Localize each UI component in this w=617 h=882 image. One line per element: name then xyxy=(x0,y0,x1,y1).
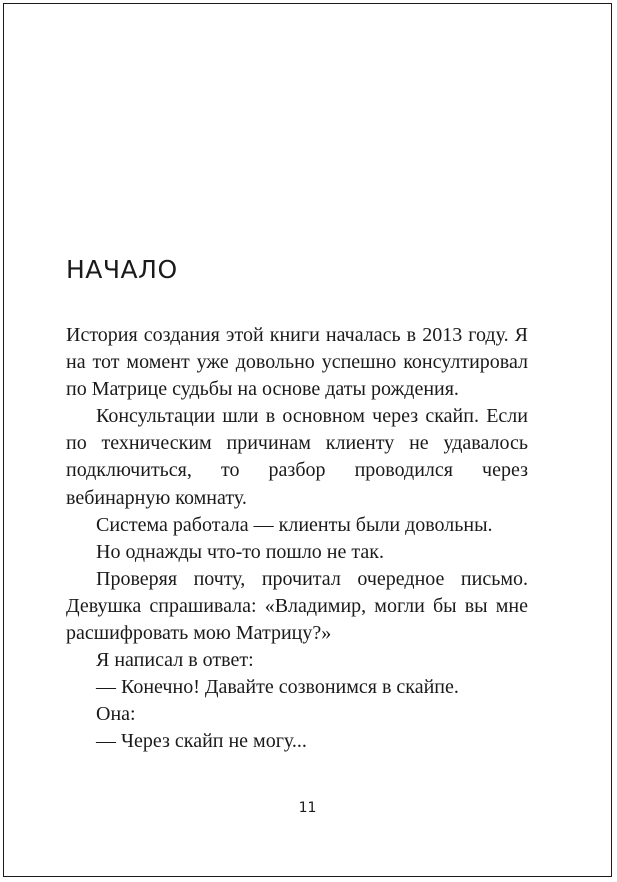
paragraph: Она: xyxy=(96,703,136,726)
paragraph: Консультации шли в основном через скайп. Если по техническим причинам клиенту не удавалось подключиться, то разбор проводился через вебинарную комнату. xyxy=(66,405,528,509)
chapter-title: НАЧАЛО xyxy=(66,255,178,284)
page-number: 11 xyxy=(298,800,317,816)
paragraph: История создания этой книги началась в 2013 году. Я на тот момент уже довольно успешно консултировал по Матрице судьбы на основе даты рождения. xyxy=(66,324,528,401)
paragraph: — Через скайп не могу... xyxy=(96,730,307,753)
paragraph: Система работала — клиенты были довольны. xyxy=(96,513,493,536)
paragraph: Но однажды что-то пошло не так. xyxy=(96,540,384,563)
book-page xyxy=(3,3,612,877)
chapter-body xyxy=(66,322,528,756)
paragraph: Проверяя почту, прочитал очередное письмо. Девушка спрашивала: «Владимир, могли бы вы мне расшифровать мою Матрицу?» xyxy=(66,567,528,645)
paragraph: Я написал в ответ: xyxy=(96,649,254,672)
paragraph: — Конечно! Давайте созвонимся в скайпе. xyxy=(96,676,459,699)
